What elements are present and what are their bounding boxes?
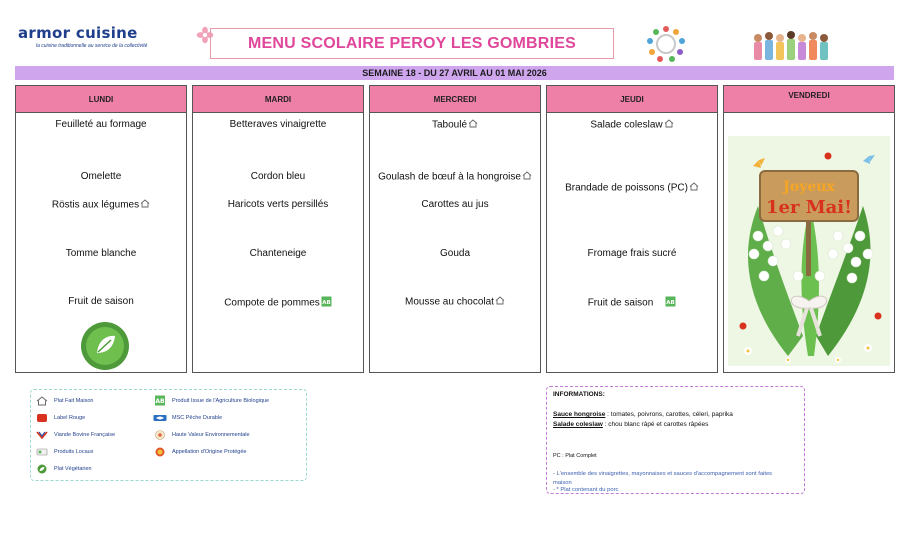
legend-box [30, 389, 307, 481]
day-name: VENDREDI [788, 91, 830, 100]
brand-tagline: la cuisine traditionnelle au service de la collectivité [36, 43, 148, 49]
page-title: MENU SCOLAIRE PEROY LES GOMBRIES [248, 34, 576, 52]
ab-icon [665, 296, 676, 310]
menu-dish: Taboulé [370, 119, 540, 131]
menu-dish: Mousse au chocolat [370, 296, 540, 308]
day-header [724, 86, 894, 113]
day-column-mardi [192, 85, 364, 373]
menu-dish: Chanteneige [249, 248, 307, 259]
legend-item: Plat Végétarien [35, 463, 92, 474]
legend-item: Label Rouge [35, 412, 85, 423]
day-header [193, 86, 363, 113]
day-column-vendredi [723, 85, 895, 373]
day-header [16, 86, 186, 113]
day-column-mercredi [369, 85, 541, 373]
svg-text:AB: AB [155, 398, 165, 405]
legend-item: Appellation d'Origine Protégée [153, 446, 246, 457]
msc-icon [153, 412, 167, 423]
house-icon [35, 395, 49, 406]
menu-dish: Fromage frais sucré [587, 248, 677, 259]
menu-dish: Haricots verts persillés [227, 199, 329, 210]
info-note: - * Plat contenant du porc [553, 487, 619, 493]
may-day-text-2: 1er Mai! [765, 197, 853, 218]
brand-logo [18, 24, 168, 49]
week-banner [15, 66, 894, 80]
legend-item: MSC Pêche Durable [153, 412, 222, 423]
legend-item: Plat Fait Maison [35, 395, 93, 406]
menu-dish: Fruit de saison AB [587, 297, 676, 309]
menu-dish: Omelette [80, 171, 122, 182]
legend-item: Haute Valeur Environnementale [153, 429, 250, 440]
week-label: SEMAINE 18 - DU 27 AVRIL AU 01 MAI 2026 [362, 68, 547, 78]
aop-icon [153, 446, 167, 457]
info-note: maison [553, 480, 572, 486]
legend-item: Produits Locaux [35, 446, 93, 457]
info-coleslaw: Salade coleslaw : chou blanc râpé et carottes râpées [553, 421, 709, 428]
legend-item: Viande Bovine Française [35, 429, 115, 440]
info-sauce: Sauce hongroise : tomates, poivrons, carottes, céleri, paprika [553, 411, 733, 418]
info-pc: PC : Plat Complet [553, 453, 597, 459]
info-title: INFORMATIONS: [553, 391, 605, 398]
label-rouge-icon [35, 412, 49, 423]
information-box [546, 386, 805, 494]
house-icon [664, 119, 674, 131]
menu-dish: Gouda [439, 248, 471, 259]
ab-icon [321, 296, 332, 310]
leaf-icon [35, 463, 49, 474]
vegetarian-badge-icon [80, 321, 130, 371]
may-day-illustration [728, 136, 890, 366]
ab-icon [153, 395, 167, 406]
may-day-text-1: Joyeux [783, 179, 835, 195]
day-name: MARDI [264, 94, 292, 104]
house-icon [522, 171, 532, 183]
brand-name: armor cuisine [18, 24, 138, 42]
menu-dish: Goulash de bœuf à la hongroise [370, 171, 540, 183]
menu-dish: Cordon bleu [250, 171, 306, 182]
day-header [370, 86, 540, 113]
menu-title-box [210, 28, 614, 59]
house-icon [468, 119, 478, 131]
svg-text:AB: AB [322, 300, 331, 306]
vbf-icon [35, 429, 49, 440]
menu-dish: Salade coleslaw [547, 119, 717, 131]
children-circle-icon [643, 24, 689, 64]
menu-dish: Röstis aux légumes [16, 199, 186, 211]
house-icon [495, 296, 505, 308]
hve-icon [153, 429, 167, 440]
children-group-icon [750, 28, 834, 62]
svg-text:AB: AB [666, 300, 676, 306]
menu-dish: Feuilleté au formage [55, 119, 147, 130]
menu-dish: Fruit de saison [68, 296, 134, 307]
day-name: MERCREDI [433, 94, 477, 104]
legend-item: AB Produit Issue de l'Agriculture Biologique [153, 395, 269, 406]
day-name: LUNDI [88, 94, 114, 104]
menu-dish: Betteraves vinaigrette [229, 119, 327, 130]
local-icon [35, 446, 49, 457]
menu-dish: Brandade de poissons (PC) [547, 182, 717, 194]
menu-dish: Carottes au jus [421, 199, 489, 210]
day-name: JEUDI [620, 94, 644, 104]
menu-dish: Tomme blanche [65, 248, 137, 259]
day-header [547, 86, 717, 113]
house-icon [689, 182, 699, 194]
house-icon [140, 199, 150, 211]
day-column-lundi [15, 85, 187, 373]
day-column-jeudi [546, 85, 718, 373]
menu-dish: Compote de pommes AB [224, 297, 331, 309]
info-note: - L'ensemble des vinaigrettes, mayonnaises et sauces d'accompagnement sont faites [553, 471, 773, 477]
